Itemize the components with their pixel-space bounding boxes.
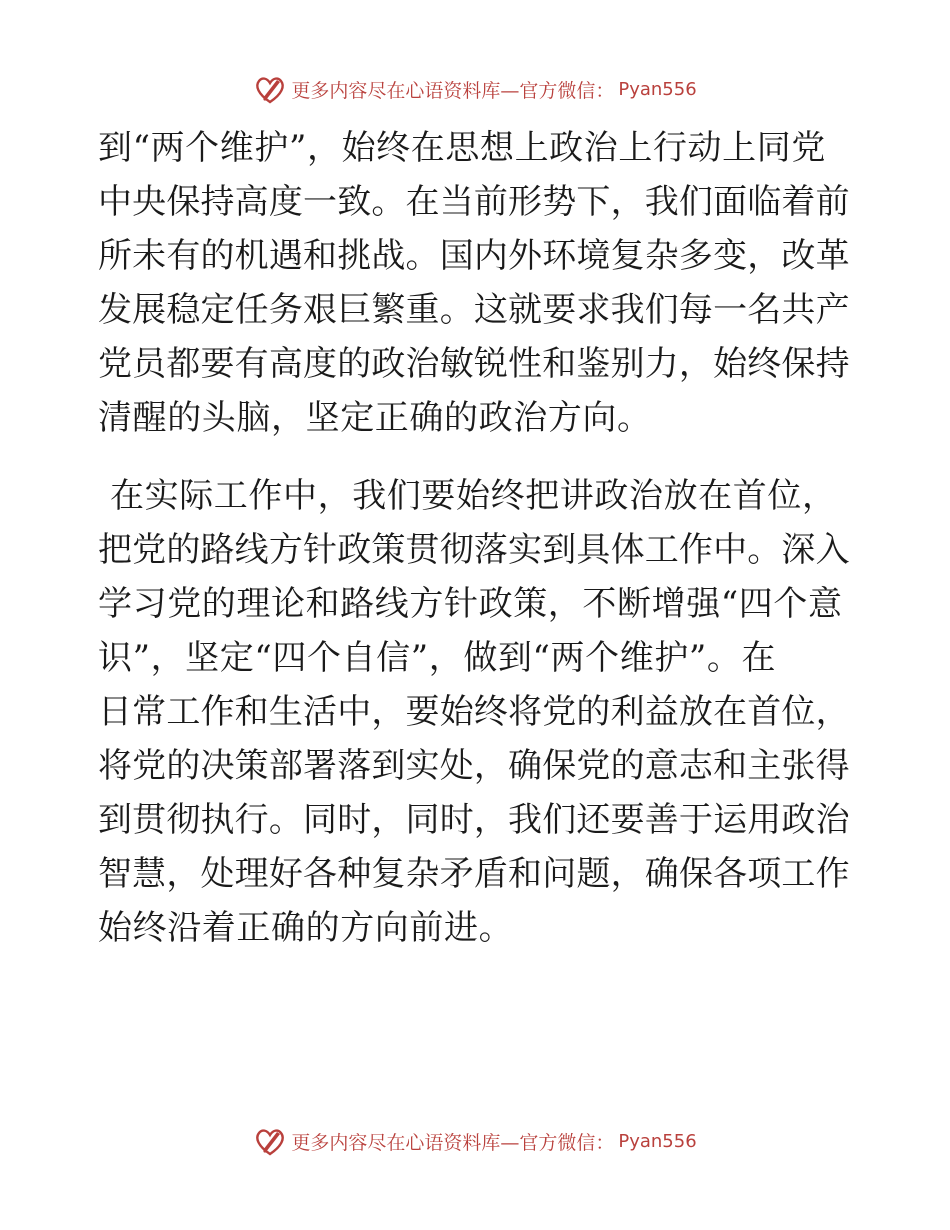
text-line: 智慧，处理好各种复杂矛盾和问题，确保各项工作 xyxy=(98,854,850,894)
watermark-handle: Pyan556 xyxy=(618,78,697,100)
text-line: 始终沿着正确的方向前进。 xyxy=(98,908,514,948)
paragraph-2 xyxy=(98,469,850,955)
text-line: 识”，坚定“四个自信”，做到“两个维护”。在 xyxy=(98,638,777,678)
text-line: 到“两个维护”，始终在思想上政治上行动上同党 xyxy=(98,128,826,168)
text-line: 清醒的头脑，坚定正确的政治方向。 xyxy=(98,398,652,438)
footer-watermark xyxy=(0,1124,950,1158)
text-line: 把党的路线方针政策贯彻落实到具体工作中。深入 xyxy=(98,530,850,570)
text-line: 所未有的机遇和挑战。国内外环境复杂多变，改革 xyxy=(98,236,850,276)
text-line: 到贯彻执行。同时，同时，我们还要善于运用政治 xyxy=(98,800,850,840)
text-line: 学习党的理论和路线方针政策，不断增强“四个意 xyxy=(98,584,843,624)
text-line: 日常工作和生活中，要始终将党的利益放在首位， xyxy=(98,692,850,732)
text-line: 发展稳定任务艰巨繁重。这就要求我们每一名共产 xyxy=(98,290,850,330)
watermark-text: 更多内容尽在心语资料库—官方微信： xyxy=(291,79,615,102)
heart-pen-logo-icon xyxy=(253,72,287,106)
document-body xyxy=(98,121,850,955)
watermark-text: 更多内容尽在心语资料库—官方微信： xyxy=(291,1131,615,1154)
text-line: 将党的决策部署落到实处，确保党的意志和主张得 xyxy=(98,746,850,786)
text-line: 中央保持高度一致。在当前形势下，我们面临着前 xyxy=(98,182,850,222)
header-watermark xyxy=(0,72,950,106)
text-line: 党员都要有高度的政治敏锐性和鉴别力，始终保持 xyxy=(98,344,850,384)
text-line: 在实际工作中，我们要始终把讲政治放在首位， xyxy=(110,476,837,516)
paragraph-1 xyxy=(98,121,850,445)
watermark-handle: Pyan556 xyxy=(618,1130,697,1152)
heart-pen-logo-icon xyxy=(253,1124,287,1158)
